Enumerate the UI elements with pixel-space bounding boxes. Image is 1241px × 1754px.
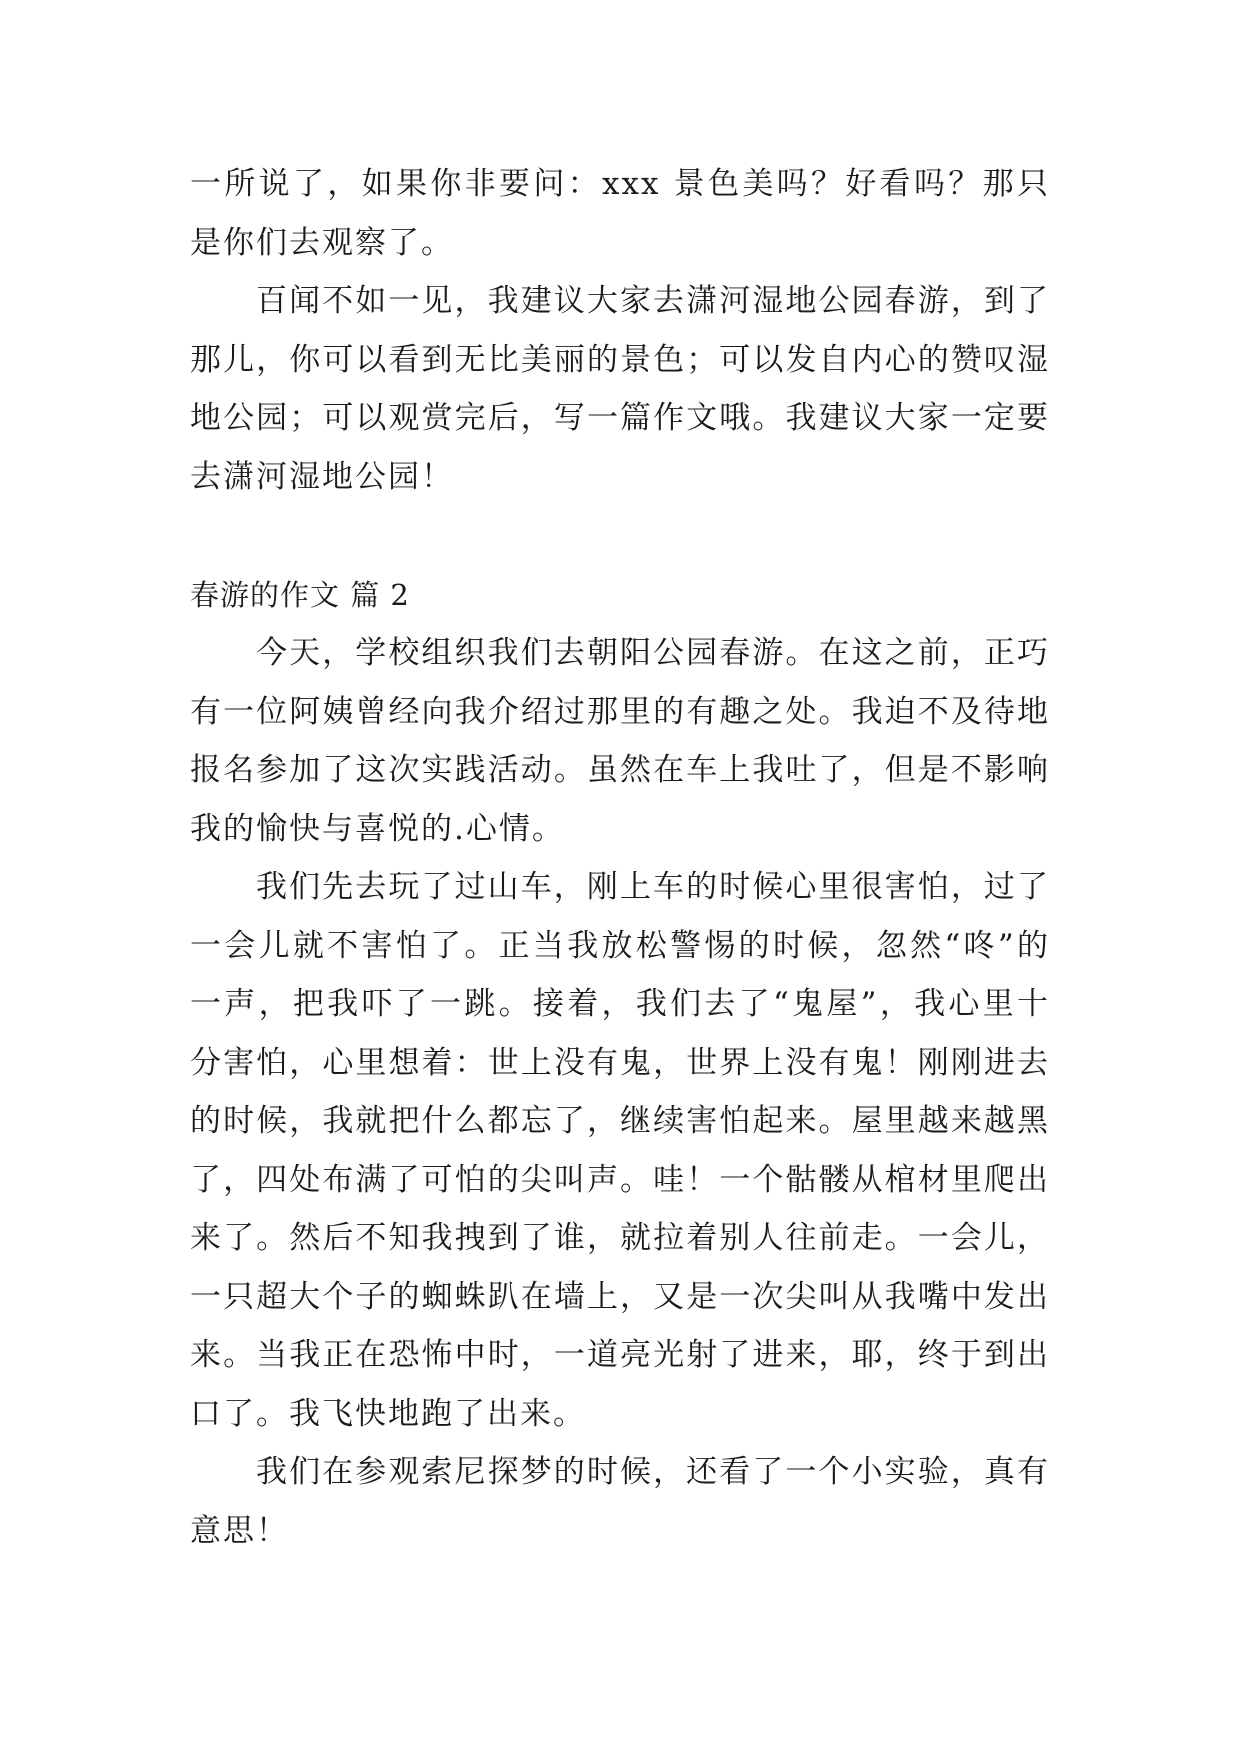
section2-paragraph-1: 今天，学校组织我们去朝阳公园春游。在这之前，正巧有一位阿姨曾经向我介绍过那里的有趣之处。我迫不及待地报名参加了这次实践活动。虽然在车上我吐了，但是不影响我的愉快与喜悦的.心情。 (190, 635, 1050, 847)
section1-paragraph-2: 百闻不如一见，我建议大家去潇河湿地公园春游，到了那儿，你可以看到无比美丽的景色；可以发自内心的赞叹湿地公园；可以观赏完后，写一篇作文哦。我建议大家一定要去潇河湿地公园！ (190, 283, 1050, 495)
section2-title: 春游的作文 篇 2 (190, 578, 410, 612)
section1-paragraph-1: 一所说了，如果你非要问：xxx 景色美吗？好看吗？那只是你们去观察了。 (190, 166, 1050, 261)
section2-paragraph-3: 我们在参观索尼探梦的时候，还看了一个小实验，真有意思！ (190, 1454, 1050, 1549)
section-spacer (190, 506, 1050, 566)
document-page (190, 155, 1050, 1560)
section2-paragraph-2: 我们先去玩了过山车，刚上车的时候心里很害怕，过了一会儿就不害怕了。正当我放松警惕的时候，忽然“咚”的一声，把我吓了一跳。接着，我们去了“鬼屋”，我心里十分害怕，心里想着：世上没有鬼，世界上没有鬼！刚刚进去的时候，我就把什么都忘了，继续害怕起来。屋里越来越黑了，四处布满了可怕的尖叫声。哇！一个骷髅从棺材里爬出来了。然后不知我拽到了谁，就拉着别人往前走。一会儿，一只超大个子的蜘蛛趴在墙上，又是一次尖叫从我嘴中发出来。当我正在恐怖中时，一道亮光射了进来，耶，终于到出口了。我飞快地跑了出来。 (190, 869, 1050, 1432)
